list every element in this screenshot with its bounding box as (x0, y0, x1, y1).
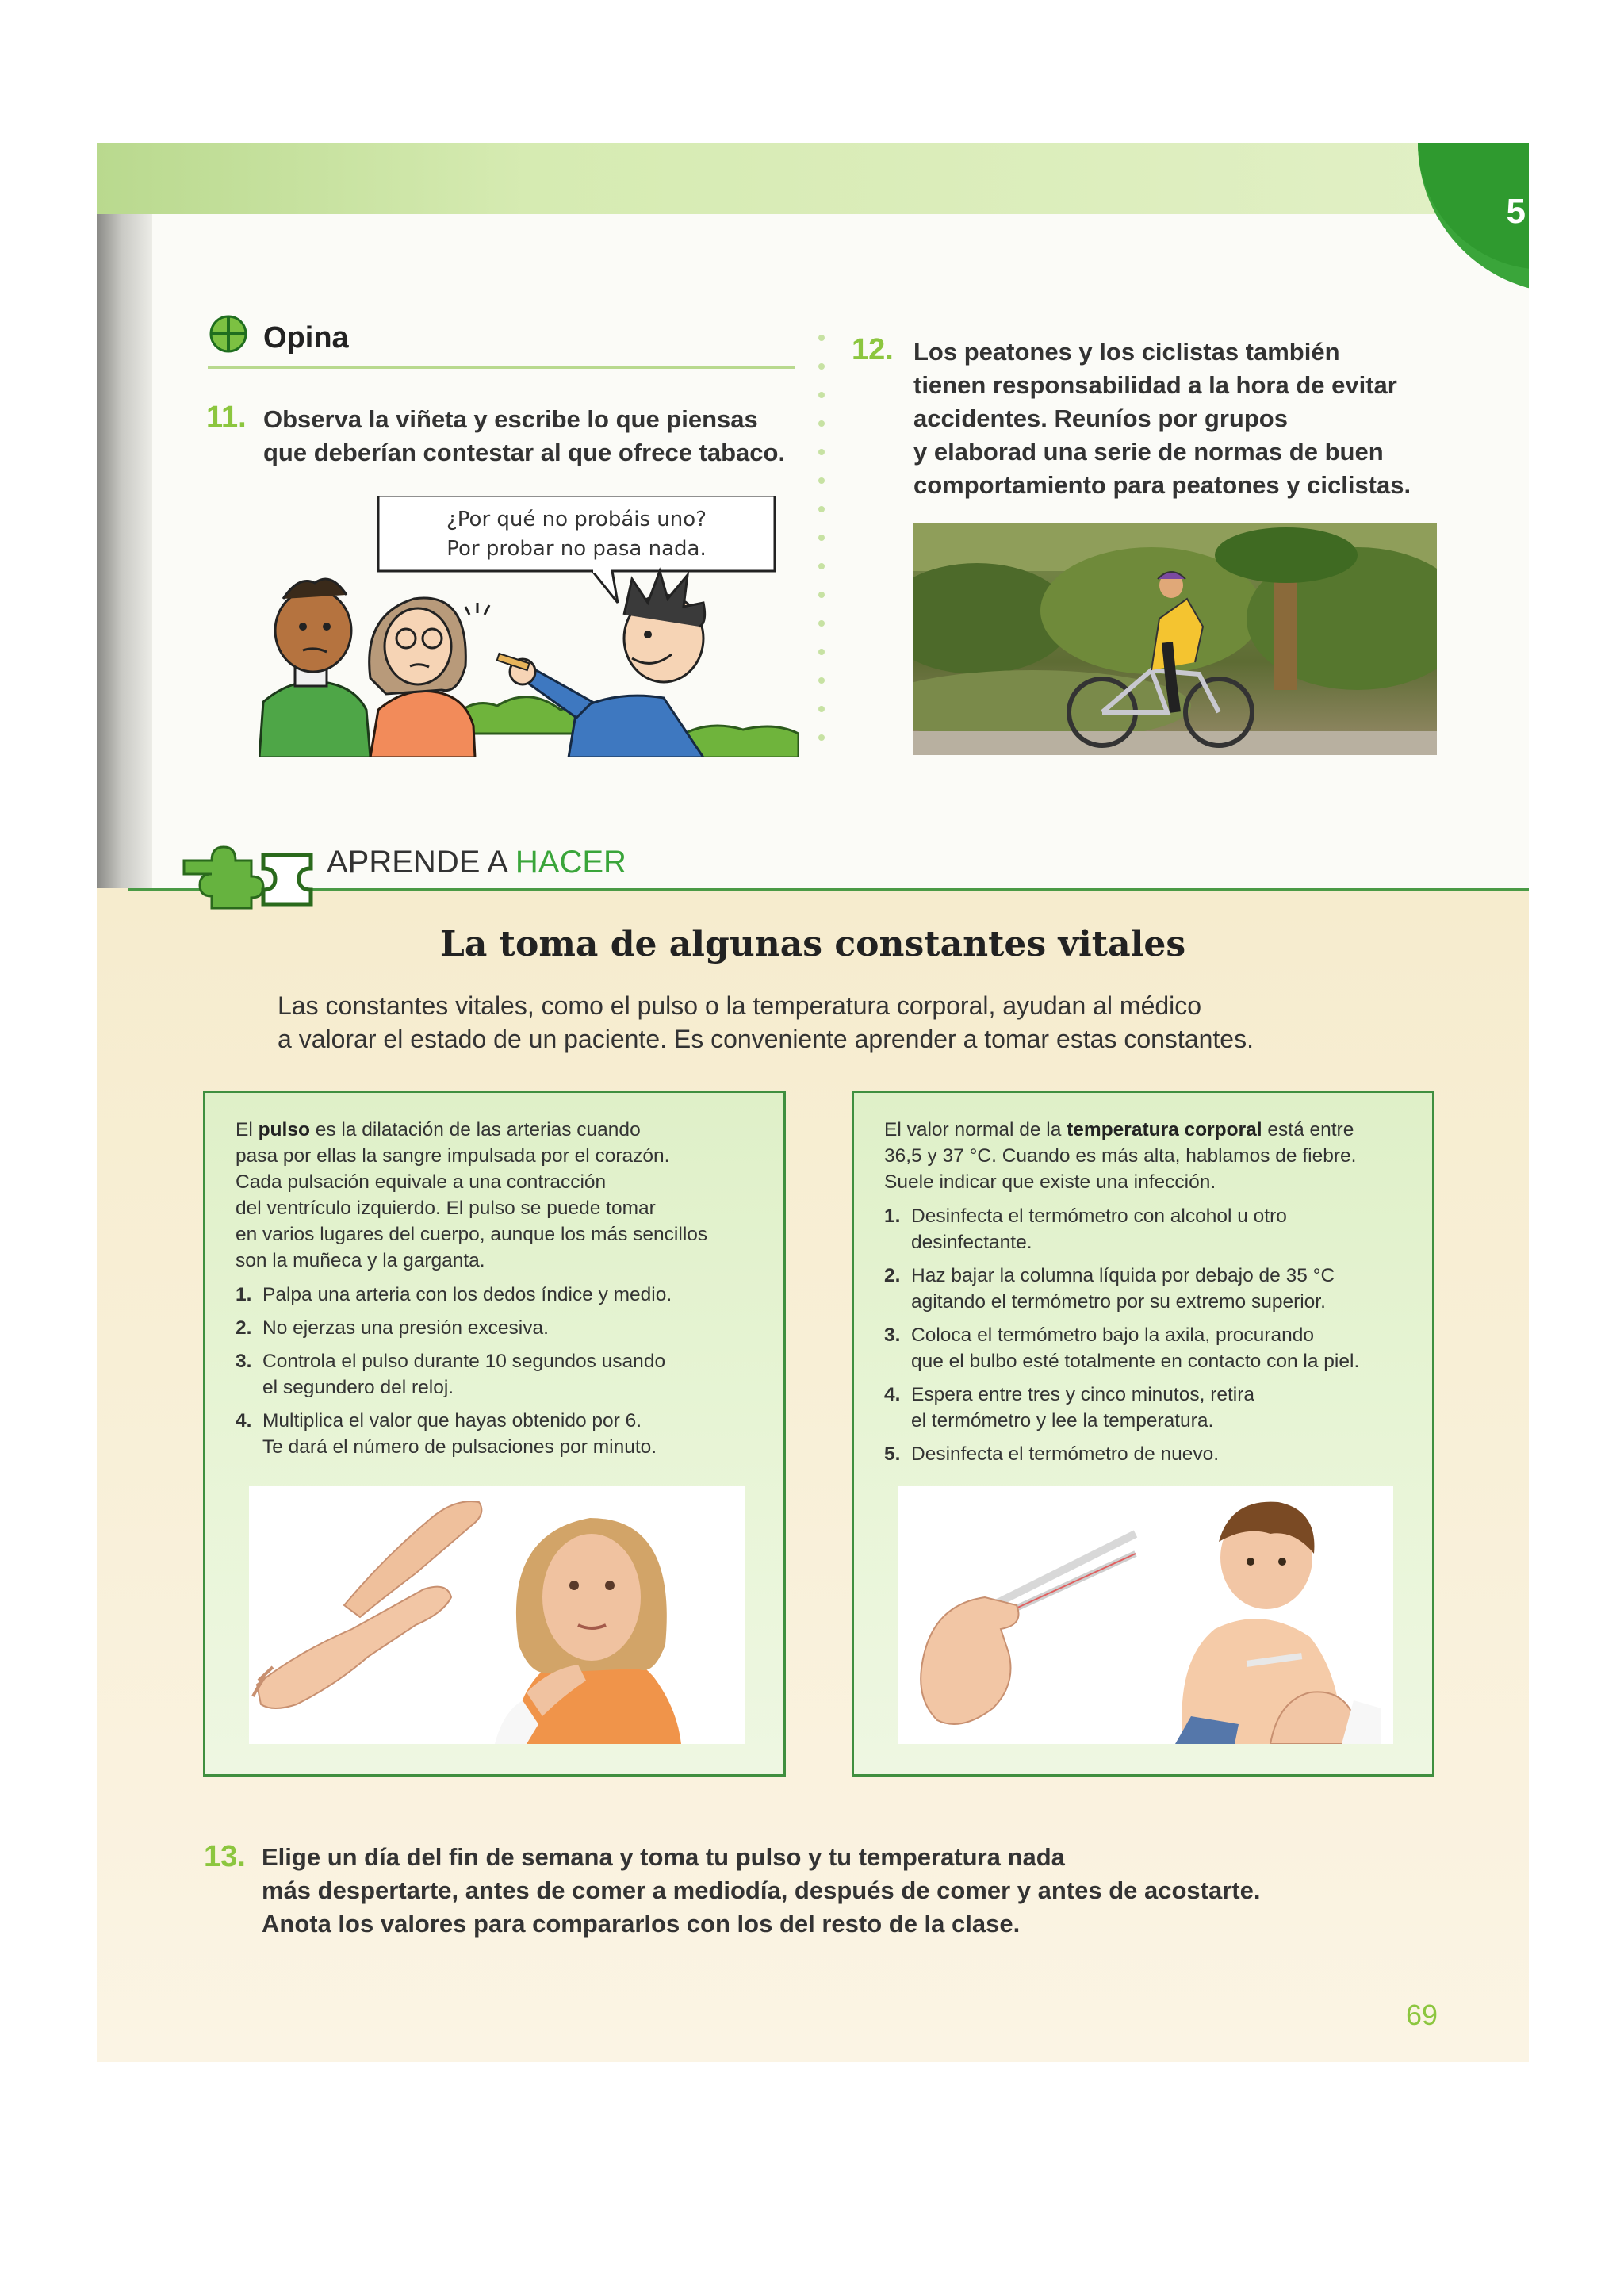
question-11-text: Observa la viñeta y escribe lo que piensas que deberían contestar al que ofrece tabaco. (263, 405, 786, 466)
pulse-steps (236, 1282, 775, 1460)
question-number-13: 13. (204, 1840, 246, 1873)
pulse-box-text: El pulso es la dilatación de las arterias cuando pasa por ellas la sangre impulsada por el corazón. Cada pulsación equivale a una contracción del ventrículo izquierdo. El pulso se puede tomar en varios lugares del cuerpo, aunque los más sencillos son la muñeca y la garganta. 1. Palpa una arteria con los dedos índice y medio. 2. No ejerzas una presión excesiva. 3. Controla el pulso durante 10 segundos usando el segundero del reloj. 4. Multiplica el valor que hayas obtenido por 6. Te dará el número de pulsaciones por minuto. (236, 1117, 775, 1467)
pulse-box (203, 1091, 786, 1777)
question-12-text: Los peatones y los ciclistas también tienen responsabilidad a la hora de evitar accidentes. Reuníos por grupos y elaborad una serie de normas de buen comportamiento para peatones y ciclistas. (914, 338, 1411, 499)
thermometer-photo (898, 1486, 1393, 1744)
list-item: 5. Desinfecta el termómetro de nuevo. (884, 1443, 1220, 1465)
cartoon-illustration (259, 496, 799, 757)
list-item: 2. Haz bajar la columna líquida por debajo de 35 °C agitando el termómetro por su extremo superior. (884, 1265, 1335, 1313)
speech-bubble-line-1: ¿Por qué no probáis uno? (446, 508, 707, 531)
speech-bubble-line-2: Por probar no pasa nada. (446, 537, 707, 561)
list-item: 4. Espera entre tres y cinco minutos, retira el termómetro y lee la temperatura. (884, 1384, 1255, 1432)
list-item: 3. Controla el pulso durante 10 segundos usando el segundero del reloj. (236, 1351, 666, 1398)
activity-title: La toma de algunas constantes vitales (439, 924, 1186, 964)
list-item: 1. Desinfecta el termómetro con alcohol u otro desinfectante. (884, 1205, 1287, 1253)
question-number-12: 12. (852, 333, 894, 366)
temperature-box-text: El valor normal de la temperatura corporal está entre 36,5 y 37 °C. Cuando es más alta, hablamos de fiebre. Suele indicar que existe una infección. 1. Desinfecta el termómetro con alcohol u otro desinfectante. 2. Haz bajar la columna líquida por debajo de 35 °C agitando el termómetro por su extremo superior. 3. Coloca el termómetro bajo la axila, procurando que el bulbo esté totalmente en contacto con la piel. 4. Espera entre tres y cinco minutos, retira el termómetro y lee la temperatura. 5. Desinfecta el termómetro de nuevo. (884, 1117, 1423, 1474)
temperature-box (852, 1091, 1434, 1777)
aprende-a-hacer-label: APRENDE A HACER (327, 845, 626, 880)
section-title-opina: Opina (263, 321, 349, 355)
question-number-11: 11. (206, 401, 247, 434)
dotted-separator (817, 333, 826, 746)
list-item: 3. Coloca el termómetro bajo la axila, procurando que el bulbo esté totalmente en contacto con la piel. (884, 1324, 1360, 1372)
chapter-number: 5 (1506, 192, 1526, 231)
activity-intro: Las constantes vitales, como el pulso o la temperatura corporal, ayudan al médico a valorar el estado de un paciente. Es conveniente aprender a tomar estas constantes. (278, 991, 1254, 1053)
temperature-steps (884, 1203, 1423, 1467)
plus-circle-icon (208, 313, 249, 355)
puzzle-pieces-icon (168, 841, 319, 912)
opina-header (208, 313, 795, 369)
textbook-page (97, 143, 1529, 2062)
cyclist-photo (914, 523, 1437, 755)
list-item: 4. Multiplica el valor que hayas obtenido por 6. Te dará el número de pulsaciones por minuto. (236, 1410, 657, 1458)
list-item: 1. Palpa una arteria con los dedos índice y medio. (236, 1284, 672, 1305)
page-number: 69 (1405, 1999, 1438, 2031)
question-13-text: Elige un día del fin de semana y toma tu pulso y tu temperatura nada más despertarte, antes de comer a mediodía, después de comer y antes de acostarte. Anota los valores para compararlos con los del resto de la clase. (262, 1843, 1261, 1938)
pulse-photo (249, 1486, 745, 1744)
aprende-divider-line (128, 888, 1529, 891)
list-item: 2. No ejerzas una presión excesiva. (236, 1317, 549, 1339)
top-color-band (97, 143, 1529, 214)
